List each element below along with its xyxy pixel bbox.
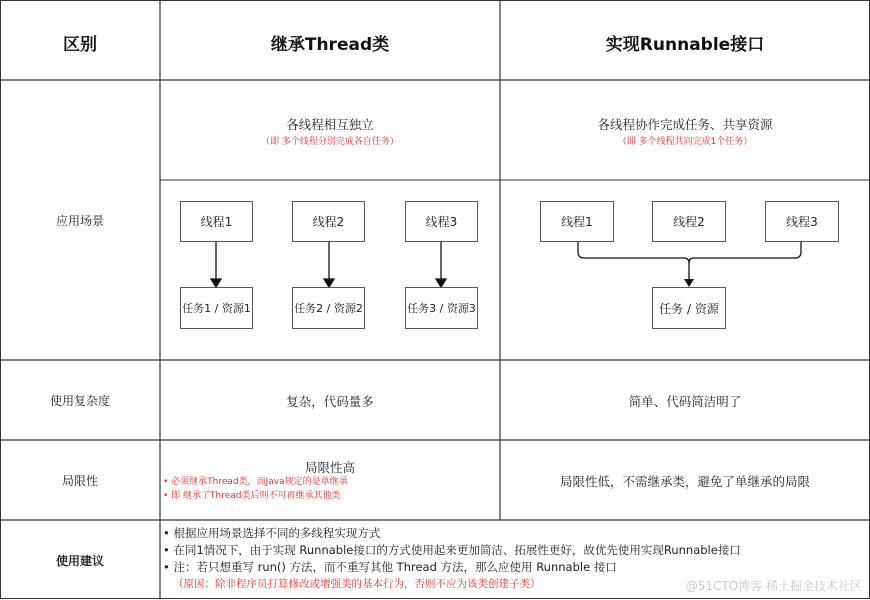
runnable-limitation: 局限性低，不需继承类，避免了单继承的局限 bbox=[559, 474, 810, 489]
runnable-complexity: 简单、代码简洁明了 bbox=[628, 394, 742, 409]
thread-scenario-note: （即 多个线程分别完成各自任务） bbox=[261, 137, 399, 147]
runnable-box-1: 线程1 bbox=[540, 201, 614, 242]
thread-arrows bbox=[211, 242, 446, 287]
row-label-complexity: 使用复杂度 bbox=[49, 394, 110, 408]
runnable-scenario-note: （即 多个线程共同完成1个任务） bbox=[617, 137, 753, 147]
thread-limitation-points bbox=[163, 475, 348, 503]
thread-box-3: 线程3 bbox=[405, 201, 478, 242]
header-difference: 区别 bbox=[63, 35, 97, 55]
header-runnable: 实现Runnable接口 bbox=[605, 35, 765, 55]
runnable-arrowhead bbox=[684, 279, 694, 287]
thread-scenario-title: 各线程相互独立 bbox=[286, 117, 374, 132]
row-label-limitation: 局限性 bbox=[61, 474, 98, 488]
thread-complexity: 复杂，代码量多 bbox=[286, 394, 374, 409]
thread-task-2: 任务2 / 资源2 bbox=[292, 287, 365, 329]
thread-task-1: 任务1 / 资源1 bbox=[180, 287, 253, 329]
thread-limitation-title: 局限性高 bbox=[304, 460, 355, 475]
suggestion-item: • 根据应用场景选择不同的多线程实现方式 bbox=[163, 526, 381, 540]
thread-limitation-point: • 即 继承了Thread类后则不可再继承其他类 bbox=[163, 491, 341, 501]
runnable-box-3: 线程3 bbox=[765, 201, 839, 242]
row-label-scenario: 应用场景 bbox=[55, 214, 104, 228]
thread-box-2: 线程2 bbox=[292, 201, 365, 242]
watermark: @51CTO博客 稀土掘金技术社区 bbox=[685, 579, 862, 593]
suggestion-list bbox=[163, 525, 741, 593]
header-thread: 继承Thread类 bbox=[270, 35, 390, 55]
thread-limitation-point: • 必须继承Thread类，而Java规定的是单继承 bbox=[163, 477, 348, 487]
suggestion-item: • 在同1情况下，由于实现 Runnable接口的方式使用起来更加简洁、拓展性更好，故优先使用实现Runnable接口 bbox=[163, 543, 741, 557]
suggestion-reason: （原因：除非程序员打算修改或增强类的基本行为，否则不应为该类创建子类） bbox=[173, 578, 541, 590]
suggestion-item: • 注：若只想重写 run() 方法，而不重写其他 Thread 方法，那么应使用 Runnable 接口 bbox=[163, 560, 617, 574]
runnable-box-2: 线程2 bbox=[652, 201, 726, 242]
thread-task-3: 任务3 / 资源3 bbox=[405, 287, 478, 329]
runnable-scenario-title: 各线程协作完成任务、共享资源 bbox=[597, 117, 773, 132]
runnable-task: 任务 / 资源 bbox=[652, 287, 726, 329]
runnable-connector bbox=[578, 242, 801, 281]
row-label-suggestion: 使用建议 bbox=[55, 554, 104, 568]
thread-box-1: 线程1 bbox=[180, 201, 253, 242]
